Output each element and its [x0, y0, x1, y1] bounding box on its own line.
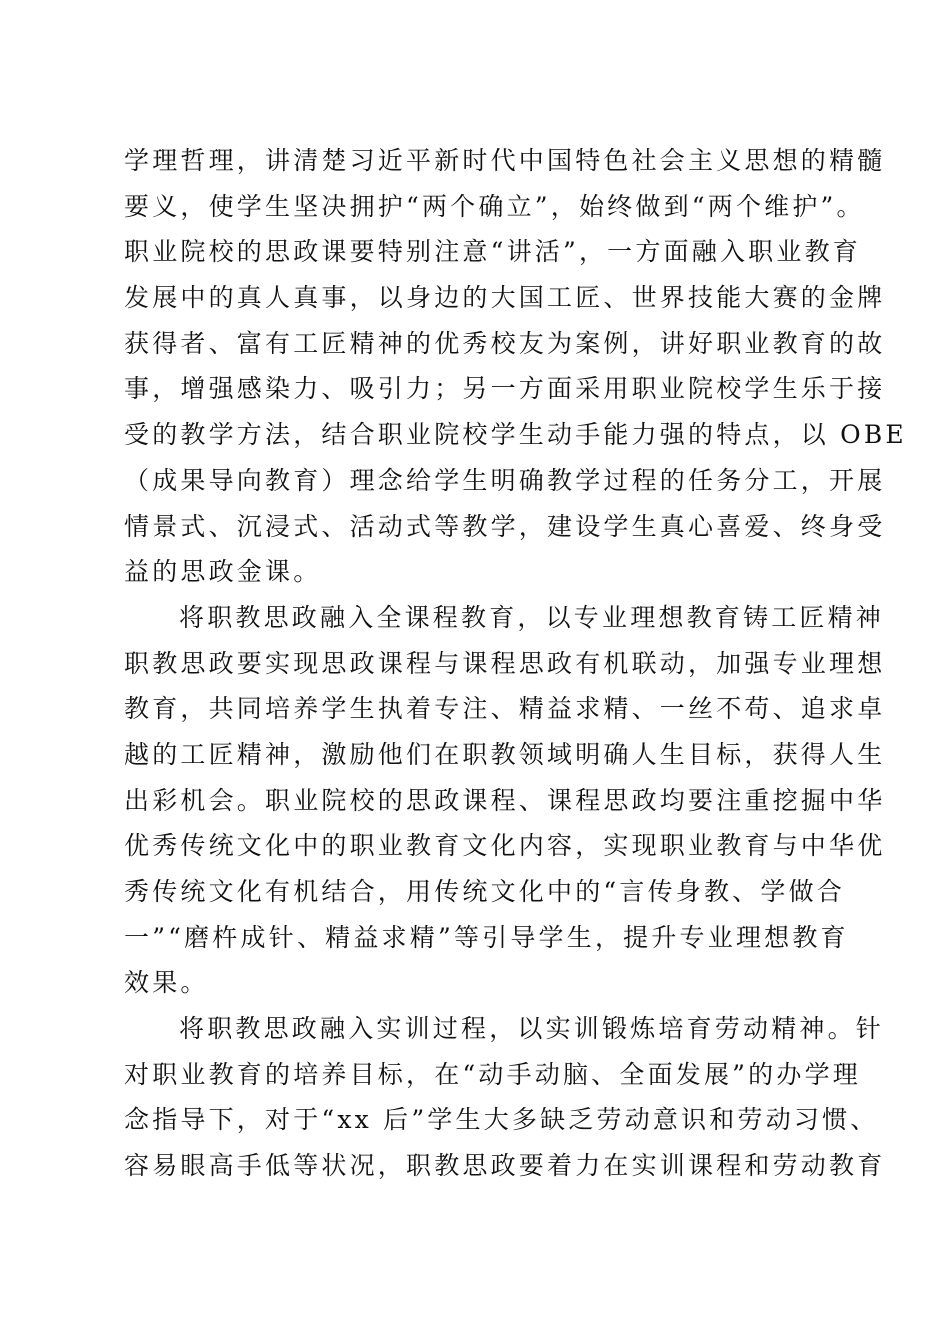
text-line: 教育，共同培养学生执着专注、精益求精、一丝不苟、追求卓	[124, 694, 886, 724]
text-line: 一”“磨杵成针、精益求精”等引导学生，提升专业理想教育	[124, 922, 849, 952]
text-line: 职业院校的思政课要特别注意“讲活”，一方面融入职业教育	[124, 237, 861, 267]
text-line: 获得者、富有工匠精神的优秀校友为案例，讲好职业教育的故	[124, 328, 886, 358]
paragraph-first-line: 将职教思政融入实训过程，以实训锻炼培育劳动精神。针	[179, 1014, 885, 1044]
text-line: 越的工匠精神，激励他们在职教领域明确人生目标，获得人生	[124, 739, 886, 769]
text-line: 受的教学方法，结合职业院校学生动手能力强的特点，以 OBE	[124, 420, 907, 450]
paragraph-first-line: 将职教思政融入全课程教育，以专业理想教育铸工匠精神	[179, 602, 885, 632]
text-line: 出彩机会。职业院校的思政课程、课程思政均要注重挖掘中华	[124, 785, 886, 815]
text-line: 要义，使学生坚决拥护“两个确立”，始终做到“两个维护”。	[124, 191, 865, 221]
text-line: 益的思政金课。	[124, 557, 322, 587]
text-line: 念指导下，对于“xx 后”学生大多缺乏劳动意识和劳动习惯、	[124, 1105, 879, 1135]
text-line: 发展中的真人真事，以身边的大国工匠、世界技能大赛的金牌	[124, 283, 886, 313]
body-text	[124, 138, 907, 1189]
text-line: 情景式、沉浸式、活动式等教学，建设学生真心喜爱、终身受	[124, 511, 886, 541]
text-line: 对职业教育的培养目标，在“动手动脑、全面发展”的办学理	[124, 1059, 861, 1089]
text-line: 容易眼高手低等状况，职教思政要着力在实训课程和劳动教育	[124, 1151, 886, 1181]
text-line: 秀传统文化有机结合，用传统文化中的“言传身教、学做合	[124, 877, 845, 906]
text-line: 优秀传统文化中的职业教育文化内容，实现职业教育与中华优	[124, 831, 886, 861]
text-line: 学理哲理，讲清楚习近平新时代中国特色社会主义思想的精髓	[124, 146, 886, 175]
text-line: 事，增强感染力、吸引力；另一方面采用职业院校学生乐于接	[124, 374, 886, 404]
text-line: 职教思政要实现思政课程与课程思政有机联动，加强专业理想	[124, 648, 886, 678]
text-line: （成果导向教育）理念给学生明确教学过程的任务分工，开展	[124, 465, 886, 495]
text-line: 效果。	[124, 968, 209, 998]
